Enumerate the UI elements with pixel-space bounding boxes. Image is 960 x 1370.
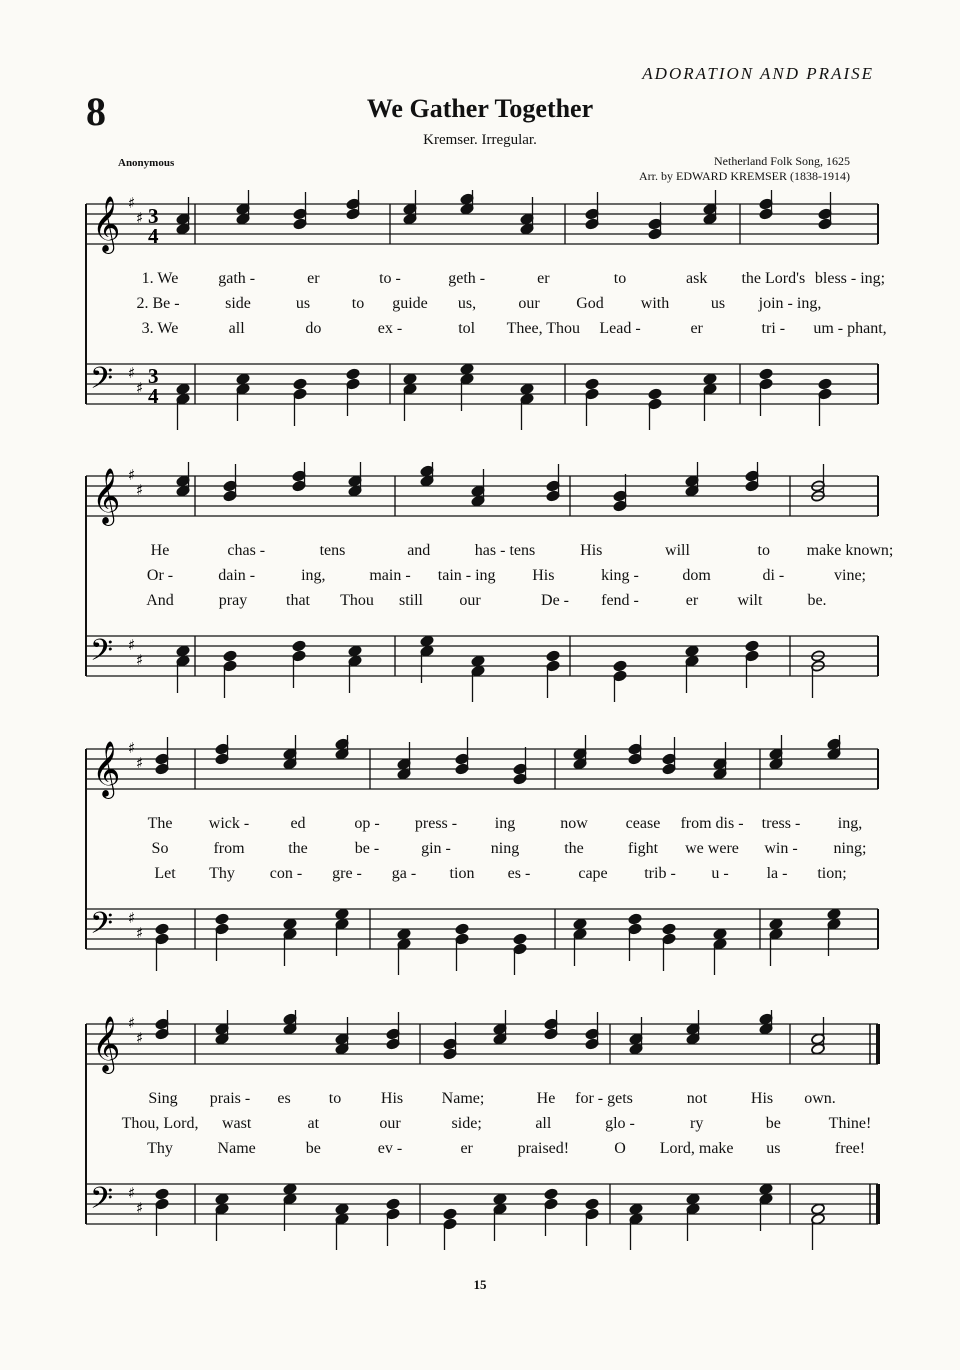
sharp-icon: ♯ [136, 924, 144, 942]
lyric-syllable: ask [685, 270, 708, 287]
notehead [827, 908, 842, 920]
sharp-icon: ♯ [136, 1029, 144, 1047]
sharp-icon: ♯ [128, 194, 136, 212]
notehead [443, 1208, 458, 1220]
notehead [613, 660, 628, 672]
lyric-syllable: glo - [605, 1115, 635, 1132]
notehead [346, 368, 361, 380]
notehead [544, 1188, 559, 1200]
lyric-syllable: the Lord's [741, 270, 806, 287]
lyric-syllable: our [379, 1115, 401, 1132]
sharp-icon: ♯ [136, 379, 144, 397]
lyric-syllable: has - tens [474, 542, 536, 559]
lyric-syllable: dain - [218, 567, 256, 584]
lyric-line-verse-3 [0, 1140, 960, 1162]
lyric-syllable: di - [762, 567, 785, 584]
lyric-syllable: tens [319, 542, 346, 559]
words-credit: Anonymous [118, 157, 175, 169]
notehead [460, 363, 475, 375]
lyric-syllable: fight [627, 840, 659, 857]
lyric-syllable: Thine! [828, 1115, 872, 1132]
lyric-syllable: us [766, 1140, 781, 1157]
notehead [293, 378, 308, 390]
lyric-syllable: we were [685, 840, 739, 857]
lyric-syllable: The [147, 815, 173, 832]
sharp-icon: ♯ [128, 364, 136, 382]
treble-clef-icon: 𝄞 [92, 741, 121, 797]
tune-meter: Kremser. Irregular. [423, 132, 537, 148]
lyric-syllable: ev - [377, 1140, 403, 1157]
lyric-syllable: 3. We [141, 320, 179, 337]
notehead [335, 908, 350, 920]
notehead [215, 1193, 230, 1205]
notehead [811, 1203, 826, 1215]
notehead [818, 378, 833, 390]
notehead [648, 388, 663, 400]
lyric-syllable: vine; [834, 567, 866, 584]
lyric-syllable: cape [578, 865, 608, 882]
lyric-syllable: ing, [837, 815, 863, 832]
lyric-line-verse-2 [0, 567, 960, 589]
lyric-syllable: His [532, 567, 555, 584]
notehead [176, 383, 191, 395]
lyric-syllable: Let [154, 865, 176, 882]
notehead [292, 640, 307, 652]
notehead [155, 1188, 170, 1200]
notehead [155, 923, 170, 935]
lyric-line-verse-2 [0, 1115, 960, 1137]
lyric-syllable: from dis - [680, 815, 744, 832]
lyric-syllable: to [351, 295, 365, 312]
lyric-syllable: tol [458, 320, 476, 337]
lyric-syllable: win - [764, 840, 798, 857]
lyric-line-verse-2 [0, 295, 960, 317]
sharp-icon: ♯ [128, 466, 136, 484]
lyric-syllable: press - [414, 815, 458, 832]
music-credit-source: Netherland Folk Song, 1625 [714, 154, 850, 168]
lyric-syllable: wilt [737, 592, 763, 609]
lyric-syllable: His [580, 542, 603, 559]
lyric-syllable: ex - [377, 320, 403, 337]
sharp-icon: ♯ [128, 739, 136, 757]
lyric-syllable: De - [541, 592, 569, 609]
notehead [745, 640, 760, 652]
lyric-syllable: free! [834, 1140, 866, 1157]
lyric-syllable: for - gets [575, 1090, 633, 1107]
bass-clef-icon: 𝄢 [90, 907, 114, 948]
lyric-syllable: join - ing, [758, 295, 822, 312]
lyric-syllable: be [765, 1115, 781, 1132]
lyric-syllable: er [685, 592, 699, 609]
lyric-line-verse-3 [0, 320, 960, 342]
treble-clef-icon: 𝄞 [92, 1016, 121, 1072]
lyric-line-verse-1 [0, 815, 960, 837]
lyric-syllable: to [328, 1090, 342, 1107]
section-heading: ADORATION AND PRAISE [642, 64, 874, 83]
lyric-syllable: Or - [146, 567, 174, 584]
lyric-syllable: cease [625, 815, 661, 832]
lyric-syllable: Thou [340, 592, 374, 609]
lyric-syllable: our [459, 592, 481, 609]
lyric-syllable: will [665, 542, 690, 559]
bass-clef-icon: 𝄢 [90, 1182, 114, 1223]
lyric-syllable: 1. We [141, 270, 179, 287]
lyric-syllable: es - [507, 865, 531, 882]
lyric-syllable: O [614, 1140, 626, 1157]
lyric-syllable: that [286, 592, 310, 609]
bass-clef-icon: 𝄢 [90, 634, 114, 675]
lyric-syllable: His [750, 1090, 774, 1107]
lyric-syllable: es [277, 1090, 291, 1107]
lyric-syllable: So [151, 840, 169, 857]
lyric-syllable: er [690, 320, 703, 337]
lyric-syllable: us, [457, 295, 477, 312]
lyric-syllable: er [307, 270, 320, 287]
lyric-syllable: ning [490, 840, 520, 857]
lyric-syllable: own. [804, 1090, 836, 1107]
lyric-syllable: 2. Be - [136, 295, 180, 312]
notehead [628, 913, 643, 925]
notehead [769, 918, 784, 930]
lyric-syllable: do [305, 320, 322, 337]
notehead [420, 635, 435, 647]
sharp-icon: ♯ [136, 481, 144, 499]
music-credit-arranger: Arr. by EDWARD KREMSER (1838-1914) [639, 169, 850, 183]
lyric-syllable: er [537, 270, 550, 287]
lyric-syllable: ing, [301, 567, 326, 584]
lyric-syllable: Lead - [599, 320, 641, 337]
notehead [703, 373, 718, 385]
system-4 [0, 1010, 960, 1250]
lyric-syllable: side [225, 295, 251, 312]
notehead [471, 655, 486, 667]
lyric-syllable: gin - [421, 840, 451, 857]
lyric-syllable: ning; [833, 840, 867, 857]
sharp-icon: ♯ [128, 1014, 136, 1032]
lyric-syllable: Lord, make [659, 1140, 734, 1157]
lyric-syllable: ed [290, 815, 306, 832]
sharp-icon: ♯ [136, 1199, 144, 1217]
lyric-syllable: gath - [218, 270, 256, 287]
lyric-syllable: us [295, 295, 311, 312]
lyric-syllable: be - [354, 840, 380, 857]
lyric-syllable: Name; [441, 1090, 485, 1107]
lyric-syllable: And [146, 592, 174, 609]
lyric-syllable: king - [601, 567, 639, 584]
lyric-syllable: with [640, 295, 670, 312]
lyric-syllable: guide [392, 295, 428, 312]
lyric-syllable: la - [766, 865, 788, 882]
treble-clef-icon: 𝄞 [92, 196, 121, 252]
lyric-syllable: all [228, 320, 245, 337]
lyric-syllable: His [380, 1090, 404, 1107]
page-number: 15 [473, 1277, 487, 1292]
notehead [686, 1193, 701, 1205]
lyric-syllable: ry [689, 1115, 704, 1132]
lyric-syllable: Thou, Lord, [121, 1115, 199, 1132]
lyric-syllable: er [460, 1140, 473, 1157]
system-3 [0, 735, 960, 975]
sharp-icon: ♯ [136, 754, 144, 772]
notehead [573, 918, 588, 930]
lyric-line-verse-3 [0, 592, 960, 614]
notehead [513, 933, 528, 945]
lyric-line-verse-1 [0, 542, 960, 564]
sharp-icon: ♯ [128, 636, 136, 654]
lyric-syllable: praised! [517, 1140, 570, 1157]
lyric-syllable: prais - [209, 1090, 251, 1107]
lyric-syllable: dom [682, 567, 711, 584]
bass-clef-icon: 𝄢 [90, 362, 114, 403]
lyric-syllable: wast [221, 1115, 252, 1132]
system-2 [0, 462, 960, 702]
lyric-syllable: God [576, 295, 604, 312]
lyric-syllable: bless - ing; [814, 270, 886, 287]
lyric-syllable: our [518, 295, 540, 312]
lyric-syllable: to - [379, 270, 401, 287]
notehead [236, 373, 251, 385]
treble-time-signature-bottom: 4 [148, 224, 159, 248]
lyric-syllable: still [398, 592, 424, 609]
notehead [585, 1198, 600, 1210]
lyric-syllable: tri - [761, 320, 786, 337]
notehead [386, 1198, 401, 1210]
system-1 [0, 190, 960, 430]
lyric-syllable: be [305, 1140, 321, 1157]
notehead [176, 645, 191, 657]
lyric-syllable: side; [451, 1115, 482, 1132]
lyric-syllable: pray [218, 592, 248, 609]
lyric-syllable: the [288, 840, 308, 857]
lyric-syllable: op - [354, 815, 380, 832]
lyric-syllable: Thee, Thou [506, 320, 581, 337]
lyric-line-verse-3 [0, 865, 960, 887]
lyric-syllable: u - [711, 865, 729, 882]
notehead [759, 368, 774, 380]
lyric-syllable: Thy [209, 865, 235, 882]
lyric-syllable: geth - [448, 270, 486, 287]
lyric-syllable: to [613, 270, 627, 287]
sharp-icon: ♯ [128, 909, 136, 927]
lyric-syllable: main - [369, 567, 411, 584]
sharp-icon: ♯ [136, 651, 144, 669]
lyric-syllable: tion [449, 865, 475, 882]
lyric-syllable: tion; [817, 865, 847, 882]
lyric-syllable: trib - [644, 865, 676, 882]
lyric-syllable: ing [494, 815, 516, 832]
lyric-syllable: wick - [208, 815, 250, 832]
notehead [759, 1183, 774, 1195]
hymn-title: We Gather Together [366, 94, 594, 123]
notehead [348, 645, 363, 657]
lyric-syllable: tress - [761, 815, 801, 832]
lyric-syllable: gre - [332, 865, 362, 882]
notehead [493, 1193, 508, 1205]
notehead [713, 928, 728, 940]
lyric-syllable: He [150, 542, 170, 559]
lyric-syllable: fend - [601, 592, 639, 609]
bass-time-signature-bottom: 4 [148, 384, 159, 408]
notehead [585, 378, 600, 390]
lyric-syllable: chas - [227, 542, 266, 559]
lyric-syllable: at [307, 1115, 320, 1132]
treble-time-signature-top: 3 [148, 204, 159, 228]
notehead [520, 383, 535, 395]
notehead [283, 1183, 298, 1195]
hymn-number: 8 [86, 89, 106, 134]
lyric-syllable: and [407, 542, 431, 559]
lyric-syllable: now [560, 815, 588, 832]
notehead [283, 918, 298, 930]
lyric-line-verse-2 [0, 840, 960, 862]
lyric-syllable: not [686, 1090, 708, 1107]
lyric-syllable: con - [269, 865, 303, 882]
notehead [546, 650, 561, 662]
lyric-syllable: Thy [147, 1140, 173, 1157]
lyric-syllable: He [536, 1090, 556, 1107]
lyric-syllable: tain - ing [437, 567, 496, 584]
notehead [335, 1203, 350, 1215]
notehead [397, 928, 412, 940]
lyric-syllable: Name [217, 1140, 256, 1157]
notehead [662, 923, 677, 935]
lyric-syllable: Sing [148, 1090, 178, 1107]
sharp-icon: ♯ [128, 1184, 136, 1202]
notehead [685, 645, 700, 657]
treble-clef-icon: 𝄞 [92, 468, 121, 524]
lyric-syllable: ga - [391, 865, 417, 882]
sharp-icon: ♯ [136, 209, 144, 227]
lyric-syllable: make known; [806, 542, 894, 559]
lyric-syllable: us [710, 295, 726, 312]
lyric-line-verse-1 [0, 1090, 960, 1112]
lyric-syllable: all [535, 1115, 552, 1132]
music-credit [639, 154, 850, 184]
lyric-syllable: be. [807, 592, 827, 609]
notehead [403, 373, 418, 385]
lyric-syllable: from [213, 840, 245, 857]
notehead [215, 913, 230, 925]
lyric-syllable: um - phant, [813, 320, 887, 337]
notehead [223, 650, 238, 662]
lyric-line-verse-1 [0, 270, 960, 292]
notehead [629, 1203, 644, 1215]
notehead [455, 923, 470, 935]
lyric-syllable: the [564, 840, 584, 857]
lyric-syllable: to [757, 542, 770, 559]
bass-time-signature-top: 3 [148, 364, 159, 388]
